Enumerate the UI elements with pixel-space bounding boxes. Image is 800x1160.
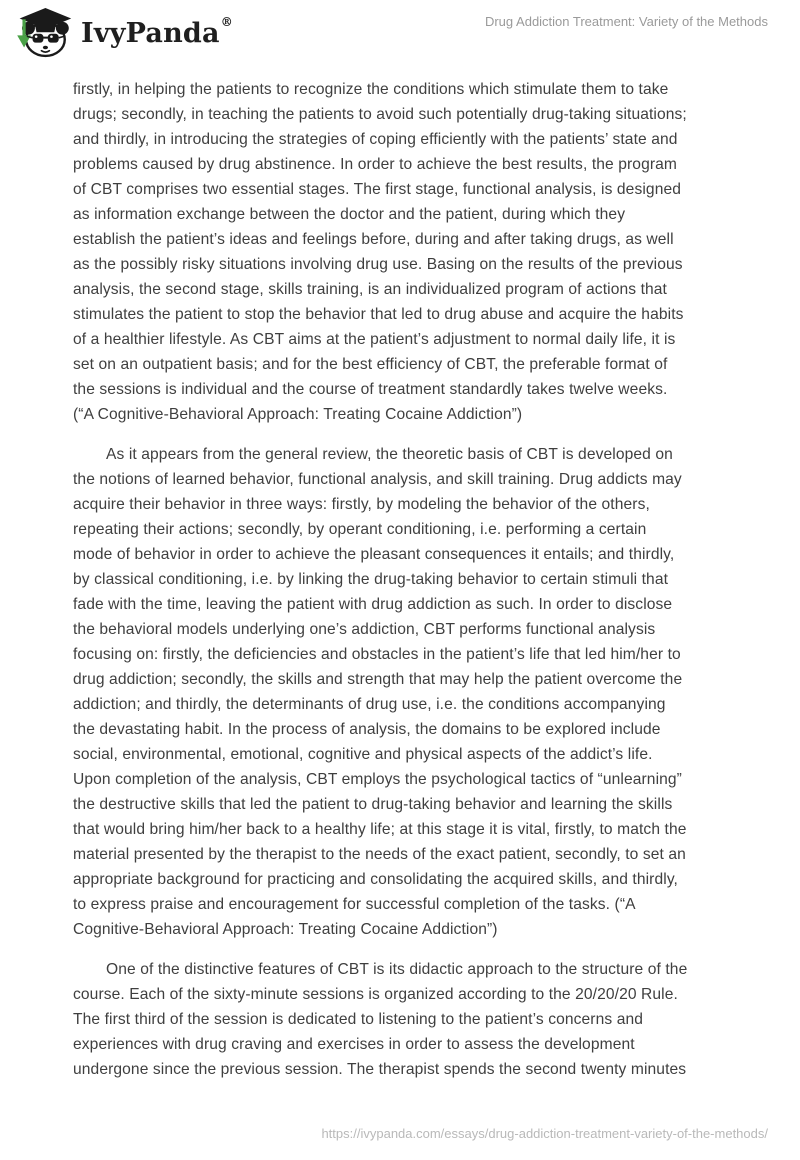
text-line: As it appears from the general review, the theoretic basis of CBT is developed on xyxy=(106,446,673,463)
text-line: the notions of learned behavior, functional analysis, and skill training. Drug addicts may xyxy=(73,471,682,488)
paragraph xyxy=(73,442,743,942)
text-line: to express praise and encouragement for successful completion of the tasks. (“A xyxy=(73,896,636,913)
text-line: the sessions is individual and the course of treatment standardly takes twelve weeks. xyxy=(73,381,668,398)
source-url: https://ivypanda.com/essays/drug-addiction-treatment-variety-of-the-methods/ xyxy=(321,1126,768,1141)
essay-body xyxy=(73,77,743,1082)
text-line: Cognitive-Behavioral Approach: Treating Cocaine Addiction”) xyxy=(73,921,498,938)
text-line: and thirdly, in introducing the strategies of coping efficiently with the patients’ state and xyxy=(73,131,678,148)
text-line: acquire their behavior in three ways: firstly, by modeling the behavior of the others, xyxy=(73,496,650,513)
paragraph xyxy=(73,957,743,1082)
text-line: of CBT comprises two essential stages. The first stage, functional analysis, is designed xyxy=(73,181,682,198)
text-line: establish the patient’s ideas and feelings before, during and after taking drugs, as well xyxy=(73,231,674,248)
text-line: by classical conditioning, i.e. by linking the drug-taking behavior to certain stimuli that xyxy=(73,571,669,588)
text-line: as the possibly risky situations involving drug use. Basing on the results of the previous xyxy=(73,256,683,273)
text-line: appropriate background for practicing and consolidating the acquired skills, and thirdly, xyxy=(73,871,678,888)
text-line: the destructive skills that led the patient to drug-taking behavior and learning the skills xyxy=(73,796,673,813)
text-line: fade with the time, leaving the patient with drug addiction as such. In order to disclose xyxy=(73,596,673,613)
brand xyxy=(14,4,232,62)
text-line: mode of behavior in order to achieve the pleasant consequences it entails; and thirdly, xyxy=(73,546,675,563)
document-title: Drug Addiction Treatment: Variety of the Methods xyxy=(484,14,768,29)
text-line: drugs; secondly, in teaching the patients to avoid such potentially drug-taking situations; xyxy=(73,106,687,123)
text-line: (“A Cognitive-Behavioral Approach: Treating Cocaine Addiction”) xyxy=(73,406,523,423)
ivypanda-panda-logo-icon xyxy=(14,4,72,62)
brand-name: IvyPanda® xyxy=(81,15,233,49)
text-line: The first third of the session is dedicated to listening to the patient’s concerns and xyxy=(73,1011,644,1028)
text-line: stimulates the patient to stop the behavior that led to drug abuse and acquire the habits xyxy=(73,306,684,323)
text-line: problems caused by drug abstinence. In order to achieve the best results, the program xyxy=(73,156,677,173)
text-line: that would bring him/her back to a healthy life; at this stage it is vital, firstly, to match the xyxy=(73,821,687,838)
text-line: the behavioral models underlying one’s addiction, CBT performs functional analysis xyxy=(73,621,656,638)
text-line: focusing on: firstly, the deficiencies and obstacles in the patient’s life that led him/her to xyxy=(73,646,681,663)
text-line: material presented by the therapist to the needs of the exact patient, secondly, to set an xyxy=(73,846,686,863)
text-line: course. Each of the sixty-minute sessions is organized according to the 20/20/20 Rule. xyxy=(73,986,678,1003)
text-line: analysis, the second stage, skills training, is an individualized program of actions that xyxy=(73,281,667,298)
text-line: undergone since the previous session. The therapist spends the second twenty minutes xyxy=(73,1061,687,1078)
text-line: as information exchange between the doctor and the patient, during which they xyxy=(73,206,626,223)
registered-trademark-symbol: ® xyxy=(220,15,233,29)
text-line: of a healthier lifestyle. As CBT aims at the patient’s adjustment to normal daily life, it is xyxy=(73,331,676,348)
text-line: One of the distinctive features of CBT is its didactic approach to the structure of the xyxy=(106,961,688,978)
text-line: firstly, in helping the patients to recognize the conditions which stimulate them to take xyxy=(73,81,669,98)
text-line: Upon completion of the analysis, CBT employs the psychological tactics of “unlearning” xyxy=(73,771,682,788)
text-line: social, environmental, emotional, cognitive and physical aspects of the addict’s life. xyxy=(73,746,653,763)
text-line: the devastating habit. In the process of analysis, the domains to be explored include xyxy=(73,721,661,738)
text-line: drug addiction; secondly, the skills and strength that may help the patient overcome the xyxy=(73,671,683,688)
text-line: set on an outpatient basis; and for the best efficiency of CBT, the preferable format of xyxy=(73,356,668,373)
text-line: repeating their actions; secondly, by operant conditioning, i.e. performing a certain xyxy=(73,521,647,538)
text-line: experiences with drug craving and exercises in order to assess the development xyxy=(73,1036,635,1053)
text-line: addiction; and thirdly, the determinants of drug use, i.e. the conditions accompanying xyxy=(73,696,666,713)
paragraph xyxy=(73,77,743,427)
